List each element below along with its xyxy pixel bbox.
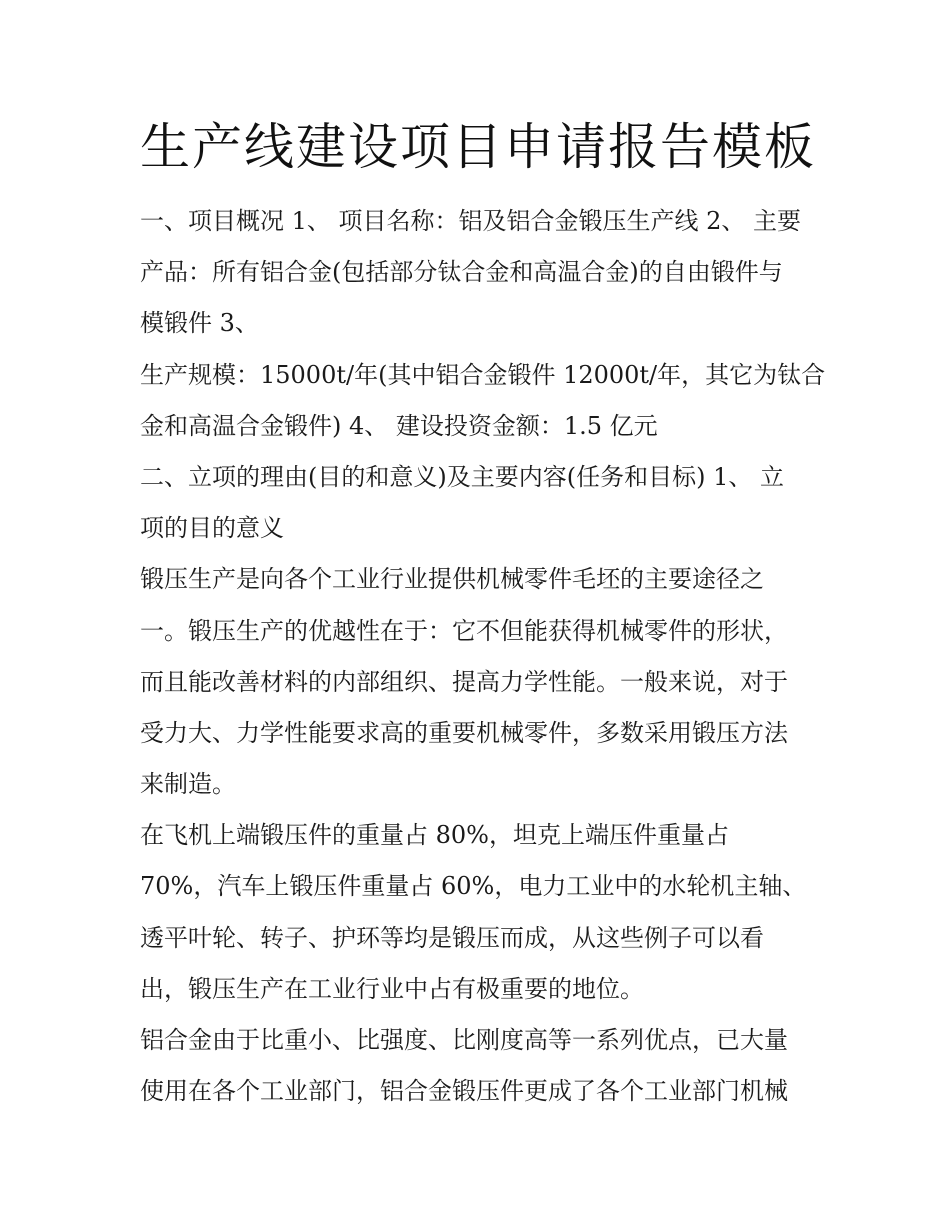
text-line: 一。锻压生产的优越性在于：它不但能获得机械零件的形状， [140,616,788,645]
text-line: 一、项目概况 1、 项目名称：铝及铝合金锻压生产线 2、 主要 [140,207,802,235]
text-line: 模锻件 3、 [140,309,259,338]
text-line: 来制造。 [140,770,236,799]
text-line: 产品：所有铝合金(包括部分钛合金和高温合金)的自由锻件与 [140,258,783,287]
text-line: 使用在各个工业部门，铝合金锻压件更成了各个工业部门机械 [140,1077,788,1106]
document-body [140,196,826,1117]
text-line: 出，锻压生产在工业行业中占有极重要的地位。 [140,974,644,1003]
text-line: 二、立项的理由(目的和意义)及主要内容(任务和目标) 1、 立 [140,462,784,491]
text-line: 受力大、力学性能要求高的重要机械零件，多数采用锻压方法 [140,718,788,747]
text-line: 锻压生产是向各个工业行业提供机械零件毛坯的主要途径之 [140,565,764,594]
text-line: 项的目的意义 [140,514,284,543]
page-title: 生产线建设项目申请报告模板 [140,118,816,176]
text-line: 透平叶轮、转子、护环等均是锻压而成，从这些例子可以看 [140,923,764,952]
text-line: 在飞机上端锻压件的重量占 80%，坦克上端压件重量占 [140,821,729,850]
text-line: 70%，汽车上锻压件重量占 60%，电力工业中的水轮机主轴、 [140,872,807,901]
text-line: 金和高温合金锻件) 4、 建设投资金额：1.5 亿元 [140,411,658,440]
text-line: 而且能改善材料的内部组织、提高力学性能。一般来说，对于 [140,667,788,696]
text-line: 铝合金由于比重小、比强度、比刚度高等一系列优点，已大量 [140,1026,788,1054]
text-line: 生产规模：15000t/年(其中铝合金锻件 12000t/年，其它为钛合 [140,360,826,389]
